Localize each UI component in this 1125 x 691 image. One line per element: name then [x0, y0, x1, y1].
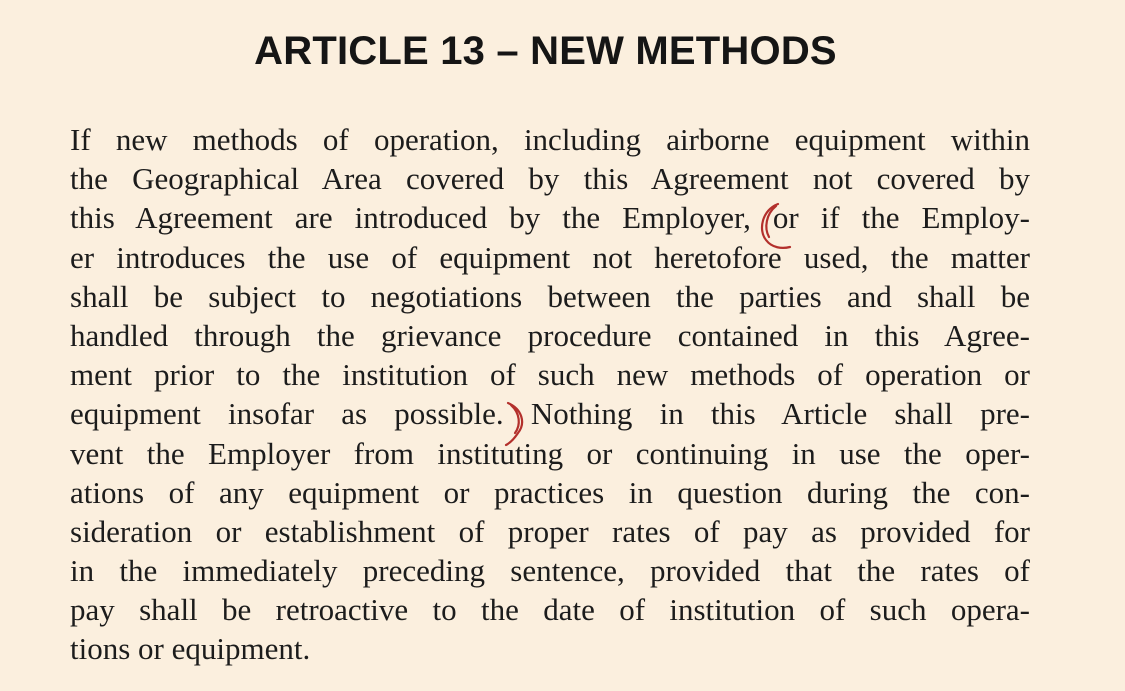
body-line: shall be subject to negotiations between the parties and shall be [70, 278, 1030, 314]
body-line: pay shall be retroactive to the date of institution of such opera- [70, 592, 1030, 628]
body-line: vent the Employer from instituting or continuing in use the oper- [70, 435, 1030, 471]
body-line: er introduces the use of equipment not heretofore used, the matter [70, 239, 1030, 275]
body-line: equipment insofar as possible. Nothing in this Article shall pre- [70, 396, 1030, 432]
body-line: If new methods of operation, including airborne equipment within [70, 122, 1030, 157]
body-line: tions or equipment. [70, 631, 311, 667]
body-line: in the immediately preceding sentence, provided that the rates of [70, 553, 1030, 589]
article-body [70, 120, 1030, 669]
article-title: ARTICLE 13 – NEW METHODS [254, 29, 837, 73]
body-line: sideration or establishment of proper rates of pay as provided for [70, 513, 1030, 549]
body-line: ations of any equipment or practices in question during the con- [70, 474, 1030, 510]
body-line: handled through the grievance procedure contained in this Agree- [70, 317, 1030, 353]
body-line: this Agreement are introduced by the Employer, or if the Employ- [70, 200, 1030, 236]
body-line: the Geographical Area covered by this Agreement not covered by [70, 161, 1030, 197]
body-line: ment prior to the institution of such new methods of operation or [70, 357, 1030, 393]
